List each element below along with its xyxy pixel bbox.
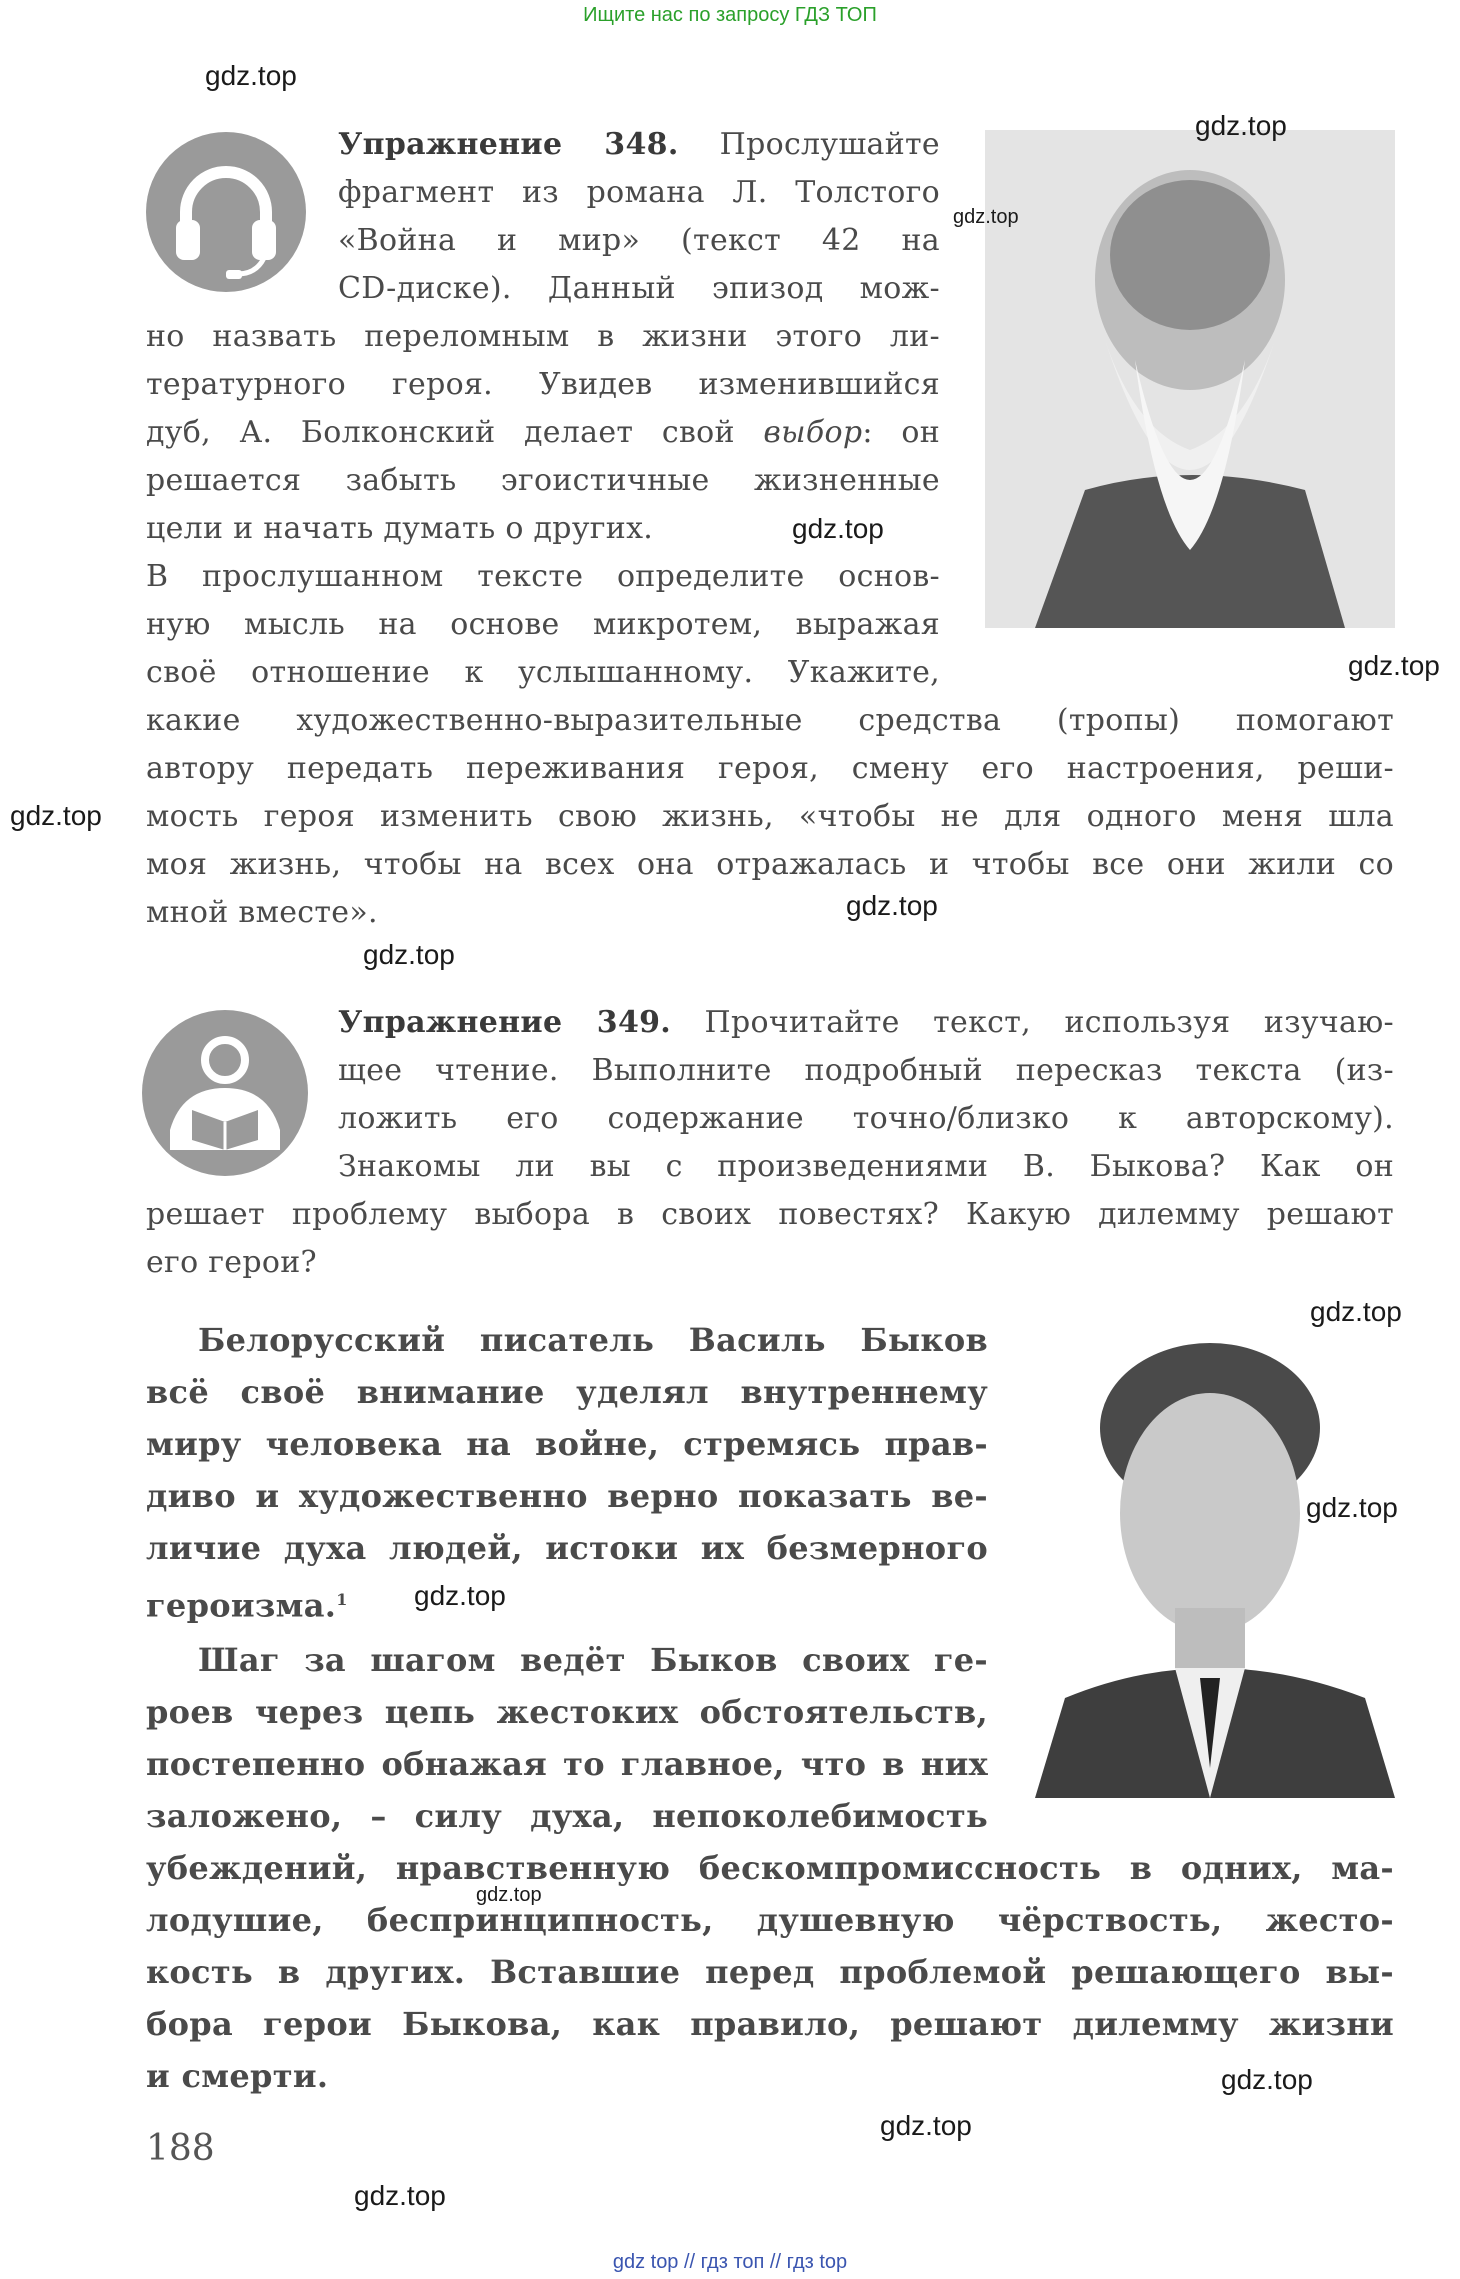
ex348-line-16: моя жизнь, чтобы на всех она отражалась и чтобы все они жили со (146, 847, 1394, 882)
reading-line-5: личие духа людей, истоки их безмерного (146, 1529, 988, 1567)
ex348-line-2: фрагмент из романа Л. Толстого (338, 175, 940, 210)
watermark: gdz.top (953, 206, 1019, 228)
reading-line-9: постепенно обнажая то главное, что в них (146, 1745, 988, 1783)
watermark: gdz.top (1195, 110, 1287, 141)
reader-icon (142, 1010, 308, 1176)
ex348-line-12: своё отношение к услышанному. Укажите, (146, 655, 940, 690)
reading-line-8: роев через цепь жестоких обстоятельств, (146, 1693, 988, 1731)
ex349-line-3: ложить его содержание точно/близко к авторскому). (338, 1101, 1394, 1136)
ex349-line-4: Знакомы ли вы с произведениями В. Быкова? Как он (338, 1149, 1394, 1184)
ex348-line-3: «Война и мир» (текст 42 на (338, 223, 940, 258)
watermark: gdz.top (10, 800, 102, 831)
top-banner[interactable]: Ищите нас по запросу ГДЗ ТОП (583, 4, 877, 26)
ex348-line-1 (338, 122, 940, 168)
watermark: gdz.top (476, 1884, 542, 1906)
ex348-line-10: В прослушанном тексте определите основ- (146, 559, 940, 594)
reading-line-13: кость в других. Вставшие перед проблемой решающего вы- (146, 1953, 1394, 1991)
ex348-line-4: CD-диске). Данный эпизод мож- (338, 271, 940, 306)
watermark: gdz.top (414, 1580, 506, 1611)
ex349-title: Упражнение 349. (338, 1005, 672, 1040)
ex349-line-5: решает проблему выбора в своих повестях? Какую дилемму решают (146, 1197, 1394, 1232)
watermark: gdz.top (880, 2110, 972, 2141)
reading-line-14: бора герои Быкова, как правило, решают дилемму жизни (146, 2005, 1394, 2043)
tolstoy-portrait (985, 130, 1395, 628)
ex349-line-1-text: Прочитайте текст, используя изучаю- (671, 1005, 1394, 1040)
reading-line-3: миру человека на войне, стремясь прав- (146, 1425, 988, 1463)
reading-line-12: лодушие, беспринципность, душевную чёрствость, жесто- (146, 1901, 1394, 1939)
watermark: gdz.top (1348, 650, 1440, 681)
watermark: gdz.top (205, 60, 297, 91)
ex348-line-11: ную мысль на основе микротем, выражая (146, 607, 940, 642)
footnote-marker[interactable]: 1 (336, 1590, 348, 1609)
ex348-line-1-text: Прослушайте (678, 127, 940, 162)
watermark: gdz.top (1306, 1492, 1398, 1523)
ex349-line-1 (338, 1000, 1394, 1046)
watermark: gdz.top (846, 890, 938, 921)
ex348-italic-choice: выбор (763, 415, 863, 450)
reading-line-2: всё своё внимание уделял внутреннему (146, 1373, 988, 1411)
bykov-portrait (1035, 1338, 1395, 1798)
ex348-line-5: но назвать переломным в жизни этого ли- (146, 319, 940, 354)
watermark: gdz.top (363, 939, 455, 970)
ex348-line-14: автору передать переживания героя, смену его настроения, реши- (146, 751, 1394, 786)
ex349-line-2: щее чтение. Выполните подробный пересказ текста (из- (338, 1053, 1394, 1088)
watermark: gdz.top (1310, 1296, 1402, 1327)
bottom-banner[interactable]: gdz top // гдз топ // гдз top (612, 2251, 848, 2273)
ex348-line-17: мной вместе». (146, 895, 378, 930)
ex348-line-13: какие художественно-выразительные средства (тропы) помогают (146, 703, 1394, 738)
reading-line-1: Белорусский писатель Василь Быков (198, 1321, 988, 1359)
ex349-line-6: его герои? (146, 1245, 317, 1280)
ex348-line-7-pre: дуб, А. Болконский делает свой (146, 415, 764, 450)
ex348-line-7-post: : он (862, 415, 940, 450)
ex348-line-9: цели и начать думать о других. (146, 511, 654, 546)
watermark: gdz.top (1221, 2064, 1313, 2095)
reading-line-11: убеждений, нравственную бескомпромиссность в одних, ма- (146, 1849, 1394, 1887)
reading-line-6-text: героизма. (146, 1586, 337, 1625)
headphones-icon (146, 132, 306, 292)
ex348-line-15: мость героя изменить свою жизнь, «чтобы не для одного меня шла (146, 799, 1394, 834)
ex348-line-6: тературного героя. Увидев изменившийся (146, 367, 940, 402)
ex348-line-8: решается забыть эгоистичные жизненные (146, 463, 940, 498)
reading-line-6 (146, 1574, 348, 1632)
watermark: gdz.top (354, 2180, 446, 2211)
reading-line-15: и смерти. (146, 2057, 329, 2095)
reading-line-10: заложено, – силу духа, непоколебимость (146, 1797, 988, 1835)
reading-line-4: диво и художественно верно показать ве- (146, 1477, 988, 1515)
ex348-title: Упражнение 348. (338, 127, 679, 162)
watermark: gdz.top (792, 513, 884, 544)
page-number: 188 (146, 2128, 215, 2169)
reading-line-7: Шаг за шагом ведёт Быков своих ге- (198, 1641, 988, 1679)
ex348-line-7 (146, 410, 940, 456)
